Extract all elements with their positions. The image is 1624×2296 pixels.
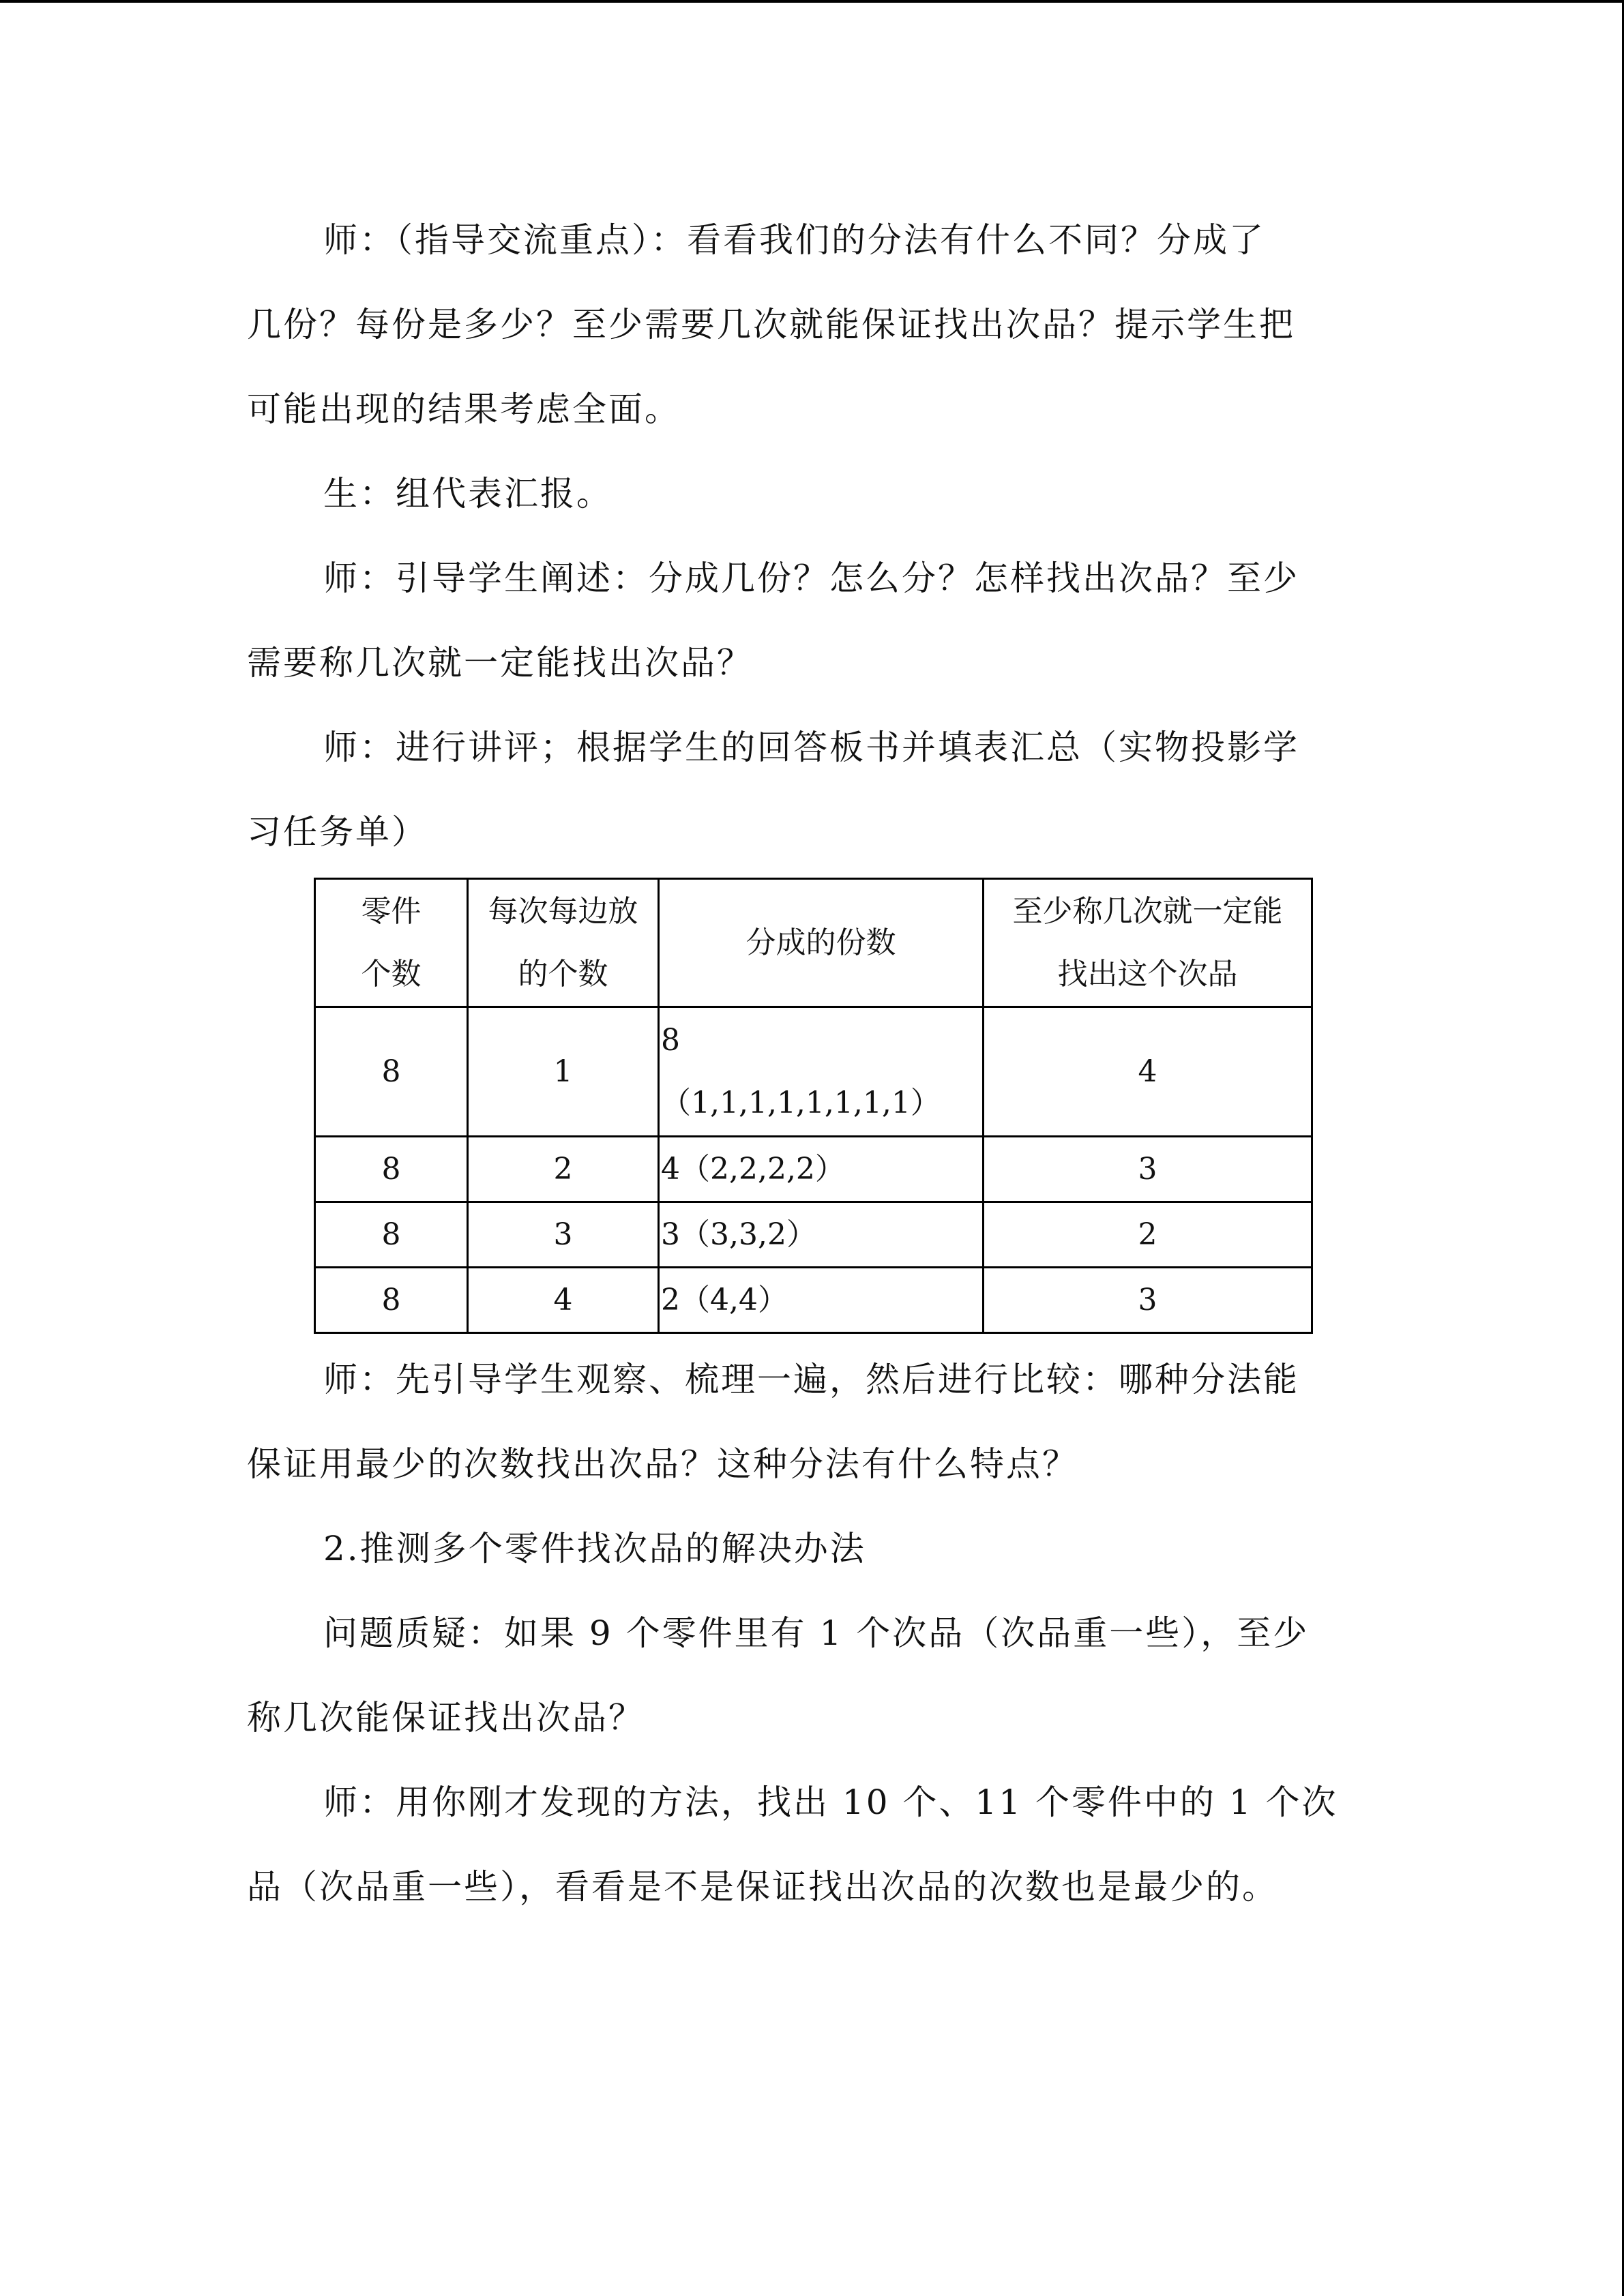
cell-parts: 2（4,4） [659,1268,984,1333]
header-per-side: 每次每边放 的个数 [468,879,659,1007]
cell-count: 8 [315,1137,468,1202]
cell-min-weighs: 3 [984,1137,1312,1202]
cell-count: 8 [315,1007,468,1137]
table-row [315,1202,1312,1268]
paragraph-line: 师：进行讲评；根据学生的回答板书并填表汇总（实物投影学 [323,728,1299,767]
table-row [315,1007,1312,1137]
table-row [315,1137,1312,1202]
cell-parts: 4（2,2,2,2） [659,1137,984,1202]
header-part-count: 零件 个数 [315,879,468,1007]
top-border [0,0,1624,3]
paragraph-line: 问题质疑：如果 9 个零件里有 1 个次品（次品重一些），至少 [323,1613,1310,1653]
paragraph-line: 可能出现的结果考虑全面。 [247,389,681,429]
cell-per-side: 2 [468,1137,659,1202]
paragraph-line: 师：先引导学生观察、梳理一遍，然后进行比较：哪种分法能 [323,1360,1299,1399]
paragraph-line: 习任务单） [247,812,428,852]
paragraph-line: 几份？每份是多少？至少需要几次就能保证找出次品？提示学生把 [247,305,1295,344]
paragraph-line: 称几次能保证找出次品？ [247,1698,645,1738]
paragraph-line: 师：用你刚才发现的方法，找出 10 个、11 个零件中的 1 个次 [323,1783,1338,1822]
cell-min-weighs: 3 [984,1268,1312,1333]
paragraph-line: 生：组代表汇报。 [323,474,612,513]
table-header-row [315,879,1312,1007]
header-min-weighs: 至少称几次就一定能 找出这个次品 [984,879,1312,1007]
cell-per-side: 4 [468,1268,659,1333]
cell-count: 8 [315,1268,468,1333]
paragraph-line: 保证用最少的次数找出次品？这种分法有什么特点？ [247,1444,1078,1484]
cell-min-weighs: 4 [984,1007,1312,1137]
paragraph-line: 师：（指导交流重点）：看看我们的分法有什么不同？分成了 [323,220,1265,260]
cell-parts: 8 （1,1,1,1,1,1,1,1） [659,1007,984,1137]
section-heading: 2.推测多个零件找次品的解决办法 [323,1529,866,1568]
cell-parts: 3（3,3,2） [659,1202,984,1268]
paragraph-line: 品（次品重一些），看看是不是保证找出次品的次数也是最少的。 [247,1867,1278,1907]
cell-min-weighs: 2 [984,1202,1312,1268]
paragraph-line: 师：引导学生阐述：分成几份？怎么分？怎样找出次品？至少 [323,558,1299,598]
cell-count: 8 [315,1202,468,1268]
cell-per-side: 3 [468,1202,659,1268]
header-parts: 分成的份数 [659,879,984,1007]
summary-table [314,878,1313,1334]
cell-per-side: 1 [468,1007,659,1137]
table-row [315,1268,1312,1333]
paragraph-line: 需要称几次就一定能找出次品？ [247,643,753,683]
